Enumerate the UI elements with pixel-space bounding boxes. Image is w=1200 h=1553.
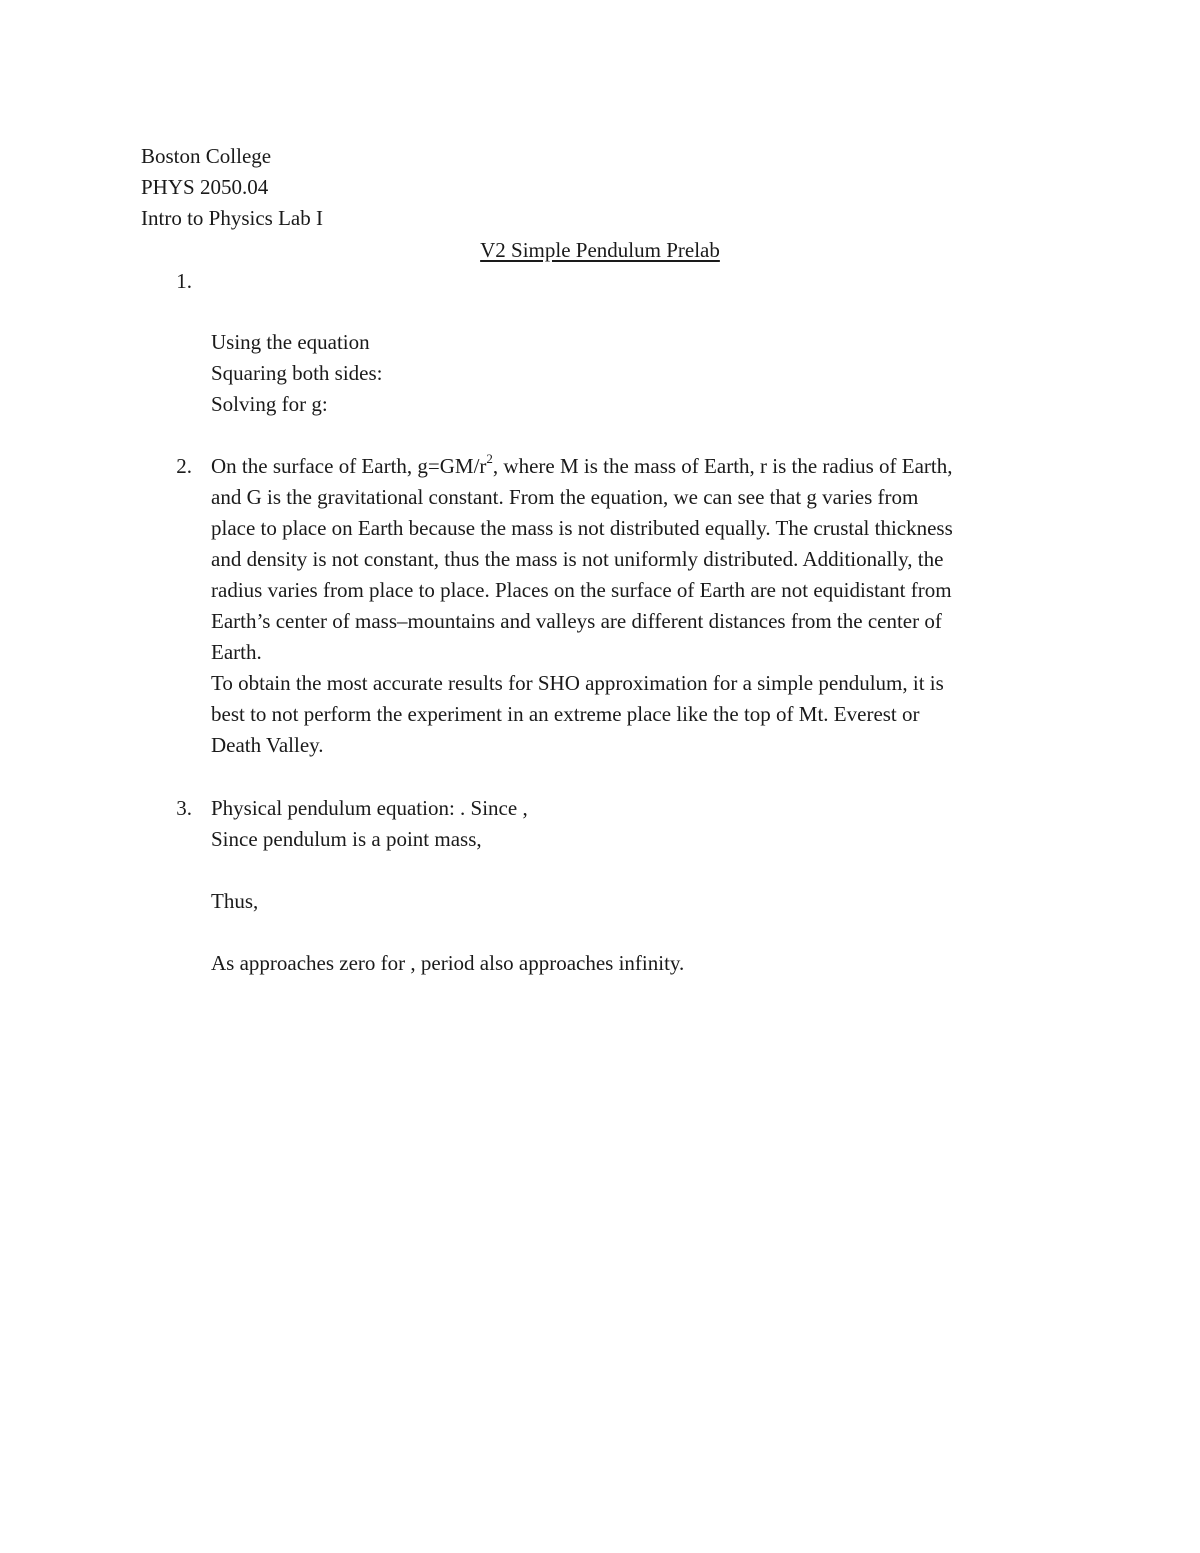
item-2-line: best to not perform the experiment in an extreme place like the top of Mt. Everest or bbox=[211, 702, 920, 726]
institution-name: Boston College bbox=[141, 144, 272, 168]
item-3-line: As approaches zero for , period also approaches infinity. bbox=[211, 951, 685, 975]
item-2-line: Death Valley. bbox=[211, 733, 324, 757]
item-2-number: 2. bbox=[176, 454, 192, 478]
item-1-line: Using the equation bbox=[211, 330, 370, 354]
item-2-first-line bbox=[211, 451, 952, 482]
item-1-line: Squaring both sides: bbox=[211, 361, 383, 385]
item-2-line: Earth’s center of mass–mountains and valleys are different distances from the center of bbox=[211, 609, 942, 633]
item-3-number: 3. bbox=[176, 796, 192, 820]
item-2-line: Earth. bbox=[211, 640, 262, 664]
item-1-line: Solving for g: bbox=[211, 392, 328, 416]
item-2-line: place to place on Earth because the mass is not distributed equally. The crustal thickness bbox=[211, 516, 953, 540]
item-2-first-line-after: , where M is the mass of Earth, r is the radius of Earth, bbox=[492, 454, 953, 478]
item-2-line: To obtain the most accurate results for SHO approximation for a simple pendulum, it is bbox=[211, 671, 944, 695]
item-2-line: and density is not constant, thus the mass is not uniformly distributed. Additionally, the bbox=[211, 547, 944, 571]
item-2-first-line-before: On the surface of Earth, g=GM/r bbox=[211, 454, 487, 478]
exponent: 2 bbox=[486, 451, 493, 466]
course-name: Intro to Physics Lab I bbox=[141, 206, 323, 230]
item-3-line: Since pendulum is a point mass, bbox=[211, 827, 482, 851]
document-title: V2 Simple Pendulum Prelab bbox=[480, 238, 720, 262]
course-code: PHYS 2050.04 bbox=[141, 175, 269, 199]
item-3-line: Thus, bbox=[211, 889, 259, 913]
item-2-line: radius varies from place to place. Places on the surface of Earth are not equidistant from bbox=[211, 578, 952, 602]
item-3-line: Physical pendulum equation: . Since , bbox=[211, 796, 528, 820]
item-1-number: 1. bbox=[176, 269, 192, 293]
item-2-line: and G is the gravitational constant. From the equation, we can see that g varies from bbox=[211, 485, 919, 509]
